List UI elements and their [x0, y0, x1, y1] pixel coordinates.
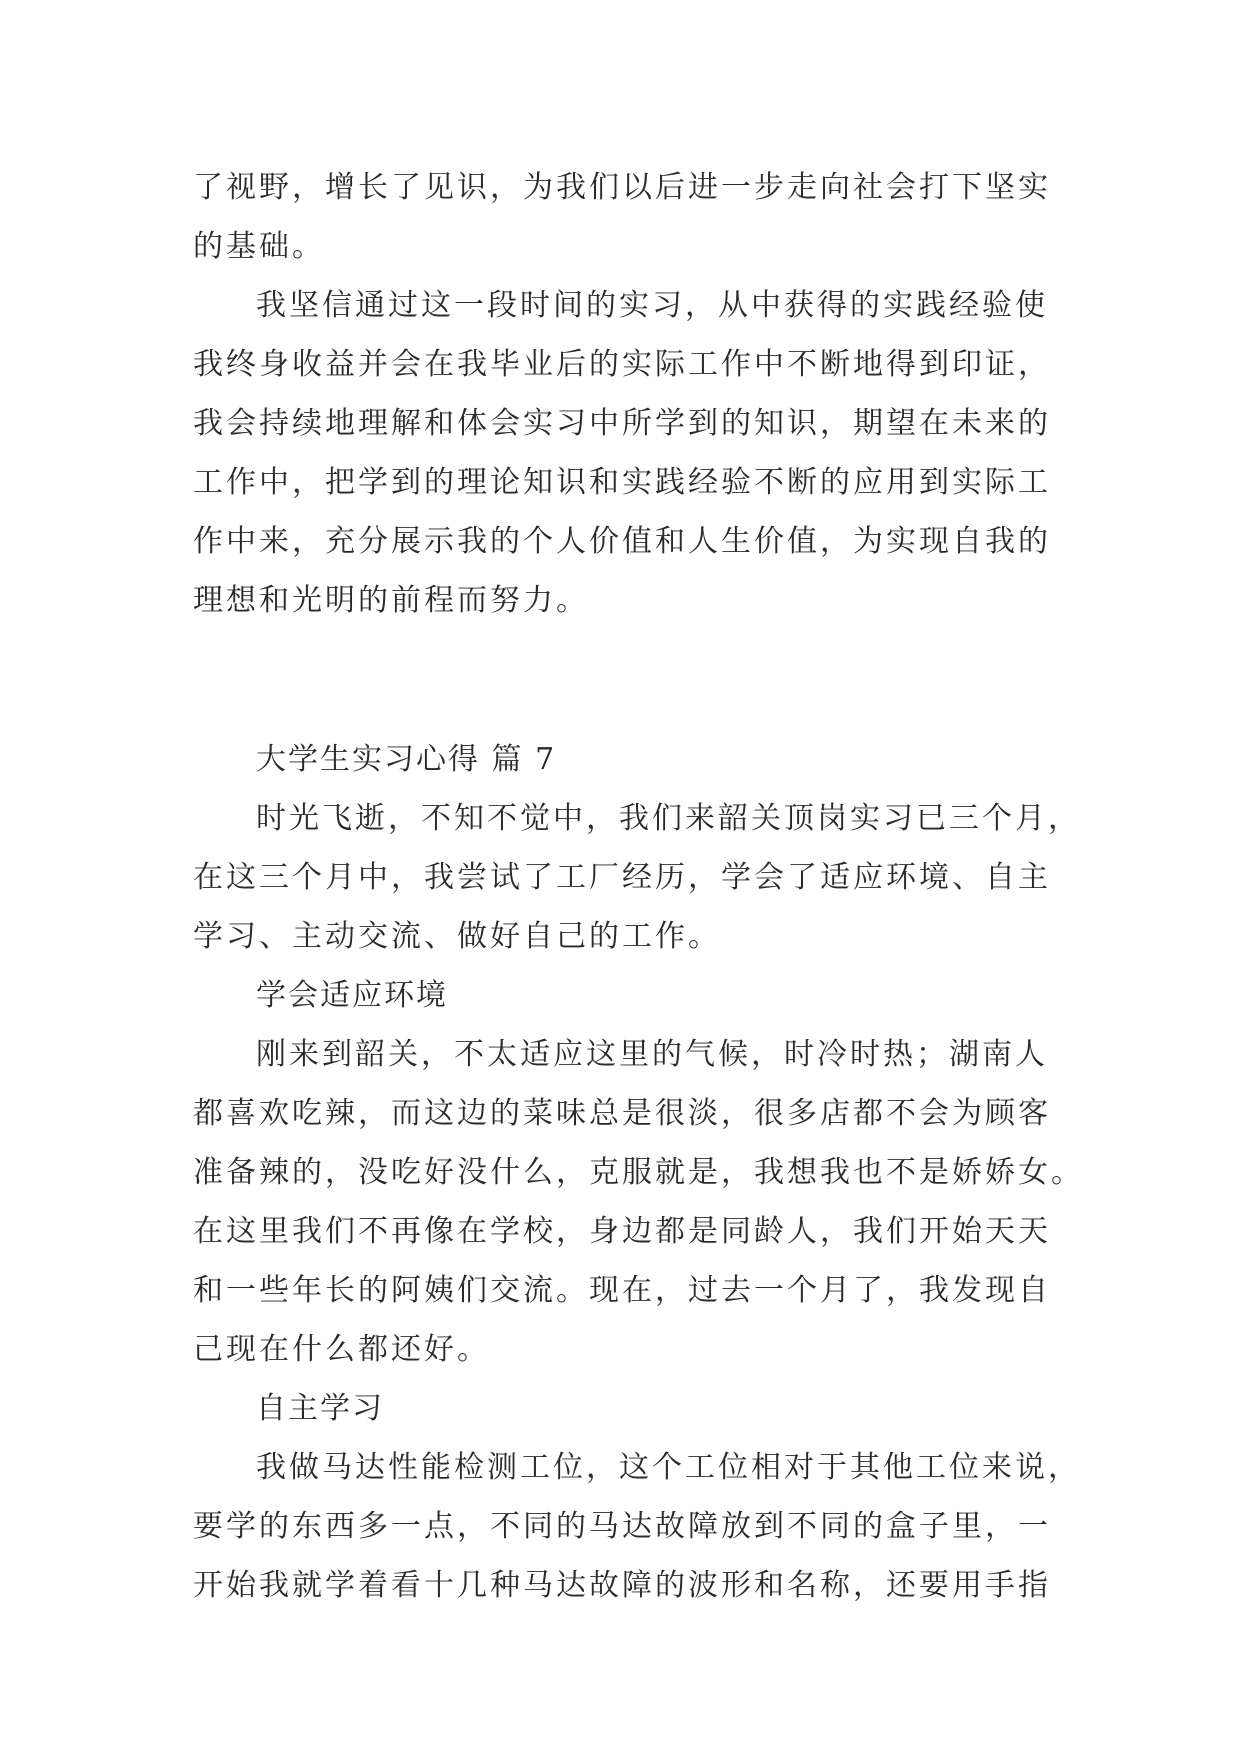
text-line: 我终身收益并会在我毕业后的实际工作中不断地得到印证， [193, 347, 1051, 382]
subheading: 学会适应环境 [256, 978, 448, 1013]
text-line: 理想和光明的前程而努力。 [193, 583, 589, 618]
text-line: 和一些年长的阿姨们交流。现在，过去一个月了，我发现自 [193, 1273, 1051, 1308]
text-line: 了视野，增长了见识，为我们以后进一步走向社会打下坚实 [193, 170, 1051, 205]
text-line: 在这三个月中，我尝试了工厂经历，学会了适应环境、自主 [193, 860, 1051, 895]
paragraph-start: 我做马达性能检测工位，这个工位相对于其他工位来说， [256, 1450, 1081, 1485]
document-body [193, 158, 1084, 1615]
text-line: 在这里我们不再像在学校，身边都是同龄人，我们开始天天 [193, 1214, 1051, 1249]
text-line: 要学的东西多一点，不同的马达故障放到不同的盒子里，一 [193, 1509, 1051, 1544]
text-line: 学习、主动交流、做好自己的工作。 [193, 919, 721, 954]
paragraph-start: 我坚信通过这一段时间的实习，从中获得的实践经验使 [256, 288, 1048, 323]
text-line: 的基础。 [193, 229, 325, 264]
section-gap [193, 630, 1053, 730]
text-line: 工作中，把学到的理论知识和实践经验不断的应用到实际工 [193, 465, 1051, 500]
text-line: 己现在什么都还好。 [193, 1332, 490, 1367]
text-line: 我会持续地理解和体会实习中所学到的知识，期望在未来的 [193, 406, 1051, 441]
paragraph-start: 时光飞逝，不知不觉中，我们来韶关顶岗实习已三个月， [256, 801, 1081, 836]
subheading: 自主学习 [256, 1391, 384, 1426]
text-line: 准备辣的，没吃好没什么，克服就是，我想我也不是娇娇女。 [193, 1155, 1084, 1190]
section-heading: 大学生实习心得 篇 7 [256, 742, 557, 777]
paragraph-start: 刚来到韶关，不太适应这里的气候，时冷时热；湖南人 [256, 1037, 1048, 1072]
text-line: 都喜欢吃辣，而这边的菜味总是很淡，很多店都不会为顾客 [193, 1096, 1051, 1131]
text-line: 开始我就学着看十几种马达故障的波形和名称，还要用手指 [193, 1568, 1051, 1603]
text-line: 作中来，充分展示我的个人价值和人生价值，为实现自我的 [193, 524, 1051, 559]
